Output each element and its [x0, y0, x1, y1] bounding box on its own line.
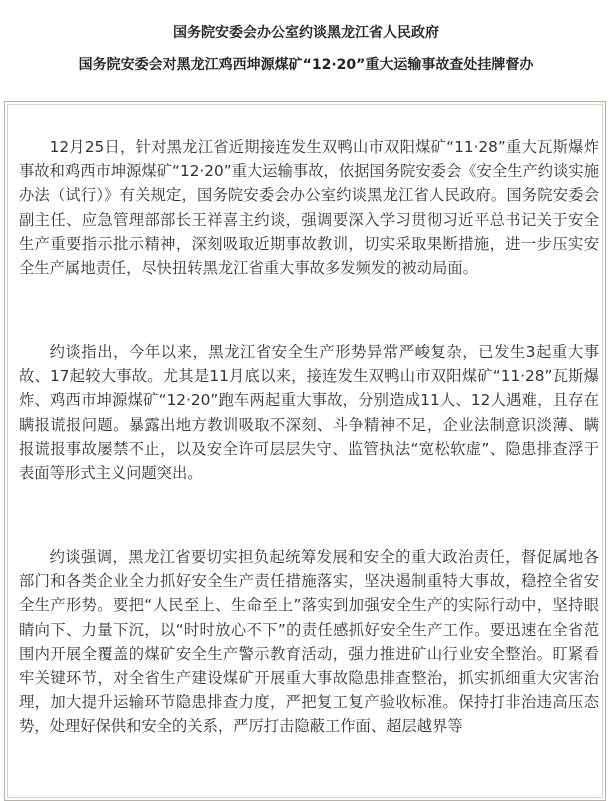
paragraph-1: 12月25日，针对黑龙江省近期接连发生双鸭山市双阳煤矿“11·28”重大瓦斯爆炸事故和鸡西市坤源煤矿“12·20”重大运输事故，依据国务院安委会《安全生产约谈实施办法（试行）》有关规定，国务院安委会办公室约谈黑龙江省人民政府。国务院安委会副主任、应急管理部部长王祥喜主约谈，强调要深入学习贯彻习近平总书记关于安全生产重要指示批示精神，深刻吸取近期事故教训，切实采取果断措施，进一步压实安全生产属地责任，尽快扭转黑龙江省重大事故多发频发的被动局面。 — [19, 138, 599, 278]
headline-secondary: 国务院安委会对黑龙江鸡西坤源煤矿“12·20”重大运输事故查处挂牌督办 — [78, 57, 534, 73]
paragraph-2: 约谈指出，今年以来，黑龙江省安全生产形势异常严峻复杂，已发生3起重大事故、17起较大事故。尤其是11月底以来，接连发生双鸭山市双阳煤矿“11·28”瓦斯爆炸、鸡西市坤源煤矿“12·20”跑车两起重大事故，分别造成11人、12人遇难，且存在瞒报谎报问题。暴露出地方教训吸取不深刻、斗争精神不足，企业法制意识淡薄、瞒报谎报事故屡禁不止，以及安全许可层层失守、监管执法“宽松软虚”、隐患排查浮于表面等形式主义问题突出。 — [19, 343, 599, 483]
headline-primary: 国务院安委会办公室约谈黑龙江省人民政府 — [173, 25, 439, 41]
article-header — [0, 0, 612, 96]
article-body — [4, 101, 606, 801]
paragraph-3: 约谈强调，黑龙江省要切实担负起统筹发展和安全的重大政治责任，督促属地各部门和各类企业全力抓好安全生产责任措施落实，坚决遏制重特大事故，稳控全省安全生产形势。要把“人民至上、生命至上”落实到加强安全生产的实际行动中，坚持眼睛向下、力量下沉，以“时时放心不下”的责任感抓好安全生产工作。要迅速在全省范围内开展全覆盖的煤矿安全生产警示教育活动，强力推进矿山行业安全整治。盯紧看牢关键环节，对全省生产建设煤矿开展重大事故隐患排查整治，抓实抓细重大灾害治理，加大提升运输环节隐患排查力度，严把复工复产验收标准。保持打非治违高压态势，处理好保供和安全的关系，严厉打击隐蔽工作面、超层越界等 — [19, 548, 599, 736]
